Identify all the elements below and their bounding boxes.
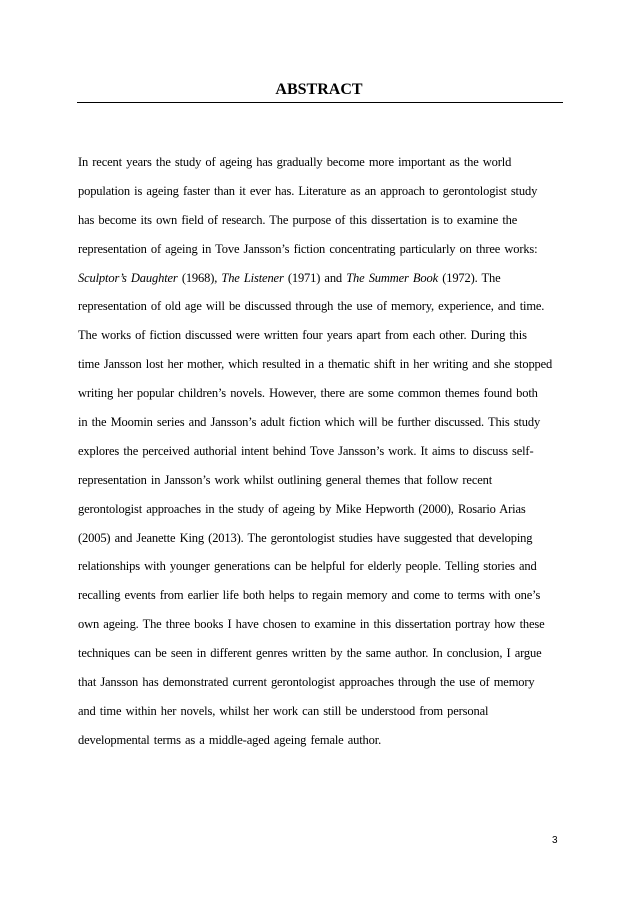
text-segment: explores the perceived authorial intent behind Tove Jansson’s work. It aims to discuss self- xyxy=(78,443,534,458)
text-segment: in the Moomin series and Jansson’s adult fiction which will be further discussed. This study xyxy=(78,415,541,430)
text-line xyxy=(78,350,568,379)
text-segment: representation in Jansson’s work whilst outlining general themes that follow recent xyxy=(78,472,493,487)
text-segment: recalling events from earlier life both helps to regain memory and come to terms with one’s xyxy=(78,588,541,603)
text-line xyxy=(78,581,568,610)
text-line xyxy=(78,437,568,466)
abstract-heading: ABSTRACT xyxy=(275,81,363,98)
text-line xyxy=(78,639,568,668)
text-line xyxy=(78,177,568,206)
text-line xyxy=(78,292,568,321)
abstract-body xyxy=(78,148,568,755)
book-title: The Summer Book xyxy=(346,270,439,285)
text-line xyxy=(78,697,568,726)
text-line xyxy=(78,524,568,553)
text-segment: gerontologist approaches in the study of ageing by Mike Hepworth (2000), Rosario Arias xyxy=(78,501,526,516)
text-line xyxy=(78,379,568,408)
text-segment: The works of fiction discussed were written four years apart from each other. During this xyxy=(78,328,527,343)
text-line xyxy=(78,552,568,581)
text-segment: developmental terms as a middle-aged ageing female author. xyxy=(78,732,382,747)
text-line xyxy=(78,726,568,755)
text-line xyxy=(78,235,568,264)
text-segment: representation of old age will be discussed through the use of memory, experience, and time. xyxy=(78,299,545,314)
book-title: The Listener xyxy=(221,270,284,285)
page-number: 3 xyxy=(552,835,558,846)
text-segment: (1971) and xyxy=(283,270,347,285)
heading-rule xyxy=(77,102,563,103)
text-line xyxy=(78,610,568,639)
text-segment: own ageing. The three books I have chosen to examine in this dissertation portray how these xyxy=(78,617,545,632)
text-segment: techniques can be seen in different genres written by the same author. In conclusion, I argue xyxy=(78,646,542,661)
text-segment: that Jansson has demonstrated current gerontologist approaches through the use of memory xyxy=(78,675,535,690)
text-segment: (2005) and Jeanette King (2013). The gerontologist studies have suggested that developing xyxy=(78,530,533,545)
text-segment: representation of ageing in Tove Jansson’s fiction concentrating particularly on three works: xyxy=(78,241,538,256)
text-segment: has become its own field of research. The purpose of this dissertation is to examine the xyxy=(78,212,518,227)
text-segment: (1968), xyxy=(177,270,222,285)
text-line xyxy=(78,668,568,697)
text-line xyxy=(78,408,568,437)
text-segment: relationships with younger generations can be helpful for elderly people. Telling stories and xyxy=(78,559,537,574)
text-segment: population is ageing faster than it ever has. Literature as an approach to gerontologist study xyxy=(78,183,538,198)
text-line xyxy=(78,495,568,524)
text-segment: and time within her novels, whilst her work can still be understood from personal xyxy=(78,703,489,718)
text-segment: (1972). The xyxy=(438,270,501,285)
text-segment: writing her popular children’s novels. However, there are some common themes found both xyxy=(78,386,538,401)
text-line xyxy=(78,148,568,177)
text-line xyxy=(78,466,568,495)
text-segment: In recent years the study of ageing has gradually become more important as the world xyxy=(78,155,512,169)
text-line xyxy=(78,264,568,293)
text-line xyxy=(78,321,568,350)
book-title: Sculptor’s Daughter xyxy=(78,270,178,285)
text-segment: time Jansson lost her mother, which resulted in a thematic shift in her writing and she stopped xyxy=(78,357,553,372)
text-line xyxy=(78,206,568,235)
